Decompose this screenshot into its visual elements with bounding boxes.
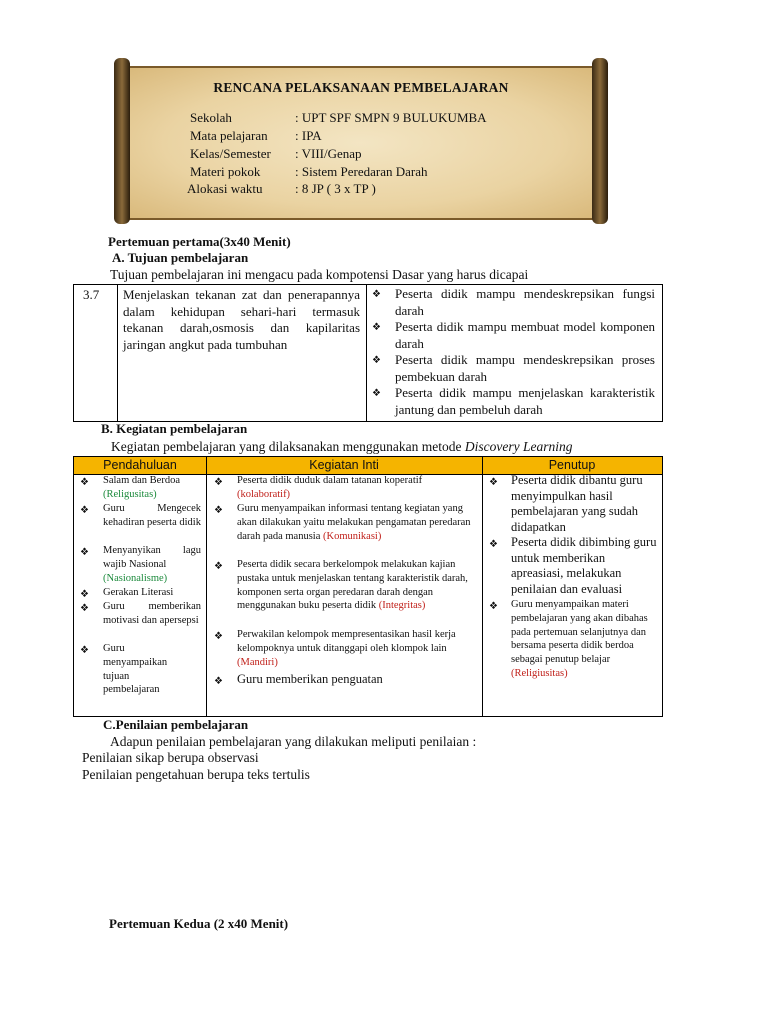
diamond-bullet-icon: ❖: [214, 676, 223, 687]
scroll-roll-right: [592, 58, 608, 224]
inti-item: [237, 474, 477, 502]
pendahuluan-item: Gerakan Literasi: [103, 587, 174, 598]
diamond-bullet-icon: ❖: [80, 477, 89, 488]
diamond-bullet-icon: ❖: [80, 589, 89, 600]
diamond-bullet-icon: ❖: [214, 561, 223, 572]
kd-table: [73, 284, 663, 422]
item-text: Guru menyampaikan materi pembelajaran yang akan dibahas pada pertemuan selanjutnya dan bersama peserta didik berdoa sebagai penutup belajar: [511, 599, 648, 666]
diamond-bullet-icon: ❖: [80, 547, 89, 558]
meeting-two-heading: Pertemuan Kedua (2 x40 Menit): [109, 916, 289, 931]
section-a-title: A. Tujuan pembelajaran: [112, 250, 249, 265]
item-tag: (Komunikasi): [323, 530, 382, 542]
penutup-item: Peserta didik dibantu guru menyimpulkan hasil pembelajaran yang sudah didapatkan: [511, 473, 643, 534]
header-pendahuluan: Pendahuluan: [103, 458, 177, 472]
item-tag: (Mandiri): [237, 656, 278, 668]
item-text: Guru menyampaikan informasi tentang kegiatan yang akan dilakukan yaitu melakukan pengamatan peredaran darah pada manusia: [237, 503, 471, 542]
item-text: Perwakilan kelompok mempresentasikan hasil kerja kelompoknya untuk ditanggapi oleh klompok lain: [237, 629, 456, 654]
diamond-bullet-icon: ❖: [80, 645, 89, 656]
document-title: RENCANA PELAKSANAAN PEMBELAJARAN: [213, 80, 509, 95]
diamond-bullet-icon: ❖: [214, 505, 223, 516]
item-text: Peserta didik secara berkelompok melakukan kajian pustaka untuk menjelaskan tentang karakteristik darah, komponen serta organ peredaran darah dengan menggunakan buku peserta didik: [237, 559, 468, 612]
inti-item: [237, 628, 477, 669]
info-value: : VIII/Genap: [295, 146, 362, 161]
goal-item: Peserta didik mampu mendeskrepsikan proses pembekuan darah: [395, 352, 655, 384]
pendahuluan-item: Guru memberikan motivasi dan apersepsi: [103, 601, 201, 626]
diamond-bullet-icon: ❖: [372, 322, 381, 333]
header-penutup: Penutup: [548, 458, 596, 472]
item-text: Menyanyikan lagu wajib Nasional: [103, 545, 201, 570]
meeting-one-heading: Pertemuan pertama(3x40 Menit): [108, 234, 291, 249]
diamond-bullet-icon: ❖: [489, 539, 498, 550]
kd-number: 3.7: [83, 287, 100, 302]
inti-item: [237, 558, 477, 613]
inti-item: [237, 502, 477, 543]
info-label: Sekolah: [190, 110, 232, 125]
section-a-intro: Tujuan pembelajaran ini mengacu pada kompotensi Dasar yang harus dicapai: [110, 267, 529, 282]
item-text: Peserta didik duduk dalam tatanan koperatif: [237, 475, 423, 486]
diamond-bullet-icon: ❖: [372, 355, 381, 366]
diamond-bullet-icon: ❖: [214, 631, 223, 642]
diamond-bullet-icon: ❖: [372, 388, 381, 399]
section-b-intro-text: Kegiatan pembelajaran yang dilaksanakan menggunakan metode: [111, 439, 465, 454]
section-c-title: C.Penilaian pembelajaran: [103, 717, 249, 732]
info-label: Materi pokok: [190, 164, 261, 179]
diamond-bullet-icon: ❖: [489, 601, 498, 612]
inti-item: Guru memberikan penguatan: [237, 672, 383, 686]
info-label: Alokasi waktu: [187, 181, 263, 196]
info-value: : UPT SPF SMPN 9 BULUKUMBA: [295, 110, 487, 125]
pendahuluan-item: [103, 474, 201, 502]
assessment-item: Penilaian sikap berupa observasi: [82, 750, 259, 765]
item-tag: (Religusitas): [103, 488, 157, 500]
penutup-item: [511, 598, 657, 681]
method-name: Discovery Learning: [464, 439, 573, 454]
item-tag: (Nasionalisme): [103, 572, 168, 584]
section-c-intro: Adapun penilaian pembelajaran yang dilakukan meliputi penilaian :: [110, 734, 477, 749]
item-tag: (Religiusitas): [511, 667, 568, 679]
kd-text: Menjelaskan tekanan zat dan penerapannya dalam kehidupan sehari-hari termasuk tekanan darah,osmosis dan kapilaritas jaringan angkut pada tumbuhan: [123, 287, 360, 352]
info-label: Kelas/Semester: [190, 146, 271, 161]
pendahuluan-item: Guru Mengecek kehadiran peserta didik: [103, 503, 201, 528]
activities-table: [73, 456, 663, 717]
goal-item: Peserta didik mampu membuat model komponen darah: [395, 319, 655, 351]
info-value: : 8 JP ( 3 x TP ): [295, 181, 376, 196]
item-tag: (Integritas): [378, 600, 426, 612]
diamond-bullet-icon: ❖: [214, 477, 223, 488]
info-label: Mata pelajaran: [190, 128, 268, 143]
assessment-item: Penilaian pengetahuan berupa teks tertulis: [82, 767, 310, 782]
diamond-bullet-icon: ❖: [80, 505, 89, 516]
info-value: : Sistem Peredaran Darah: [295, 164, 428, 179]
section-b-intro: [111, 439, 572, 455]
diamond-bullet-icon: ❖: [80, 603, 89, 614]
pendahuluan-item: [103, 544, 201, 585]
header-kegiatan-inti: Kegiatan Inti: [309, 458, 379, 472]
info-value: : IPA: [295, 128, 322, 143]
goal-item: Peserta didik mampu menjelaskan karakteristik jantung dan pembeluh darah: [395, 385, 655, 417]
item-tag: (kolaboratif): [237, 488, 291, 500]
goal-item: Peserta didik mampu mendeskrepsikan fungsi darah: [395, 286, 655, 318]
diamond-bullet-icon: ❖: [372, 289, 381, 300]
diamond-bullet-icon: ❖: [489, 477, 498, 488]
item-text: Salam dan Berdoa: [103, 475, 180, 486]
penutup-item: Peserta didik dibimbing guru untuk memberikan apreasiasi, melakukan penilaian dan evaluasi: [511, 535, 657, 596]
pendahuluan-item: Guru menyampaikan tujuan pembelajaran: [103, 643, 168, 696]
section-b-title: B. Kegiatan pembelajaran: [101, 421, 248, 436]
